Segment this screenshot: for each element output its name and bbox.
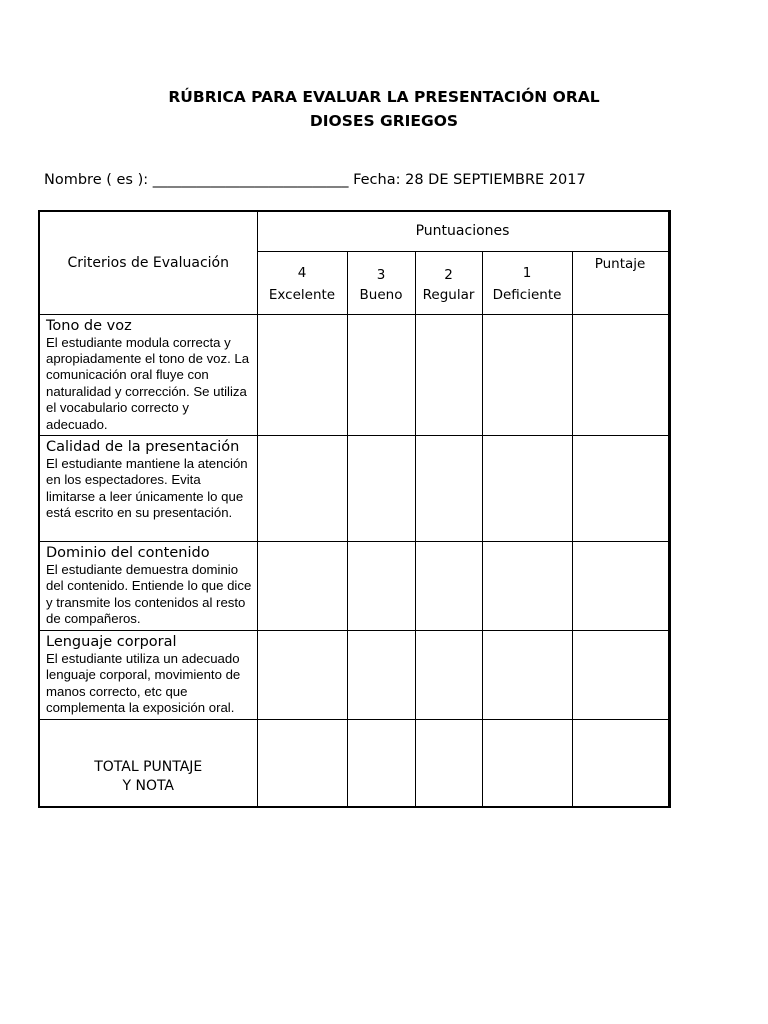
score-number: 3 [376,266,386,283]
criterion-description: El estudiante mantiene la atención en los espectadores. Evita limitarse a leer únicamente lo que está escrito en su presentación. [46,455,248,521]
date-label: Fecha: [353,172,401,188]
score-cell-4[interactable] [257,314,347,435]
criterion-title: Tono de voz [46,317,132,334]
criterion-description: El estudiante modula correcta y apropiadamente el tono de voz. La comunicación oral fluye con naturalidad y corrección. Se utiliza el vocabulario correcto y adecuado. [46,334,250,432]
criteria-header: Criterios de Evaluación [39,211,257,314]
puntaje-cell[interactable] [572,314,669,435]
score-cell-4[interactable] [257,541,347,630]
score-label: Regular [422,286,475,303]
puntaje-header: Puntaje [572,251,669,314]
criterion-row [39,314,669,435]
score-header-excelente [257,251,347,314]
total-cell-4[interactable] [257,719,347,807]
score-cell-1[interactable] [482,435,572,541]
score-number: 1 [522,264,532,281]
score-cell-3[interactable] [347,541,415,630]
document-title: RÚBRICA PARA EVALUAR LA PRESENTACIÓN ORAL [168,88,600,106]
score-number: 2 [444,266,453,283]
score-cell-1[interactable] [482,630,572,719]
score-header-deficiente [482,251,572,314]
criterion-cell [39,630,257,719]
total-row [39,719,669,807]
score-header-bueno [347,251,415,314]
score-cell-2[interactable] [415,630,482,719]
name-date-line [44,172,586,188]
score-cell-4[interactable] [257,435,347,541]
name-blank: ___________________________ [152,172,349,188]
criterion-row [39,541,669,630]
total-puntaje-cell[interactable] [572,719,669,807]
score-number: 4 [297,264,307,281]
score-cell-3[interactable] [347,435,415,541]
rubric-table [38,210,671,808]
puntaje-cell[interactable] [572,435,669,541]
puntaje-cell[interactable] [572,630,669,719]
criterion-cell [39,435,257,541]
total-label: TOTAL PUNTAJE [94,759,203,776]
total-label-cell [39,719,257,807]
total-cell-3[interactable] [347,719,415,807]
score-label: Deficiente [492,286,562,303]
score-cell-2[interactable] [415,314,482,435]
score-cell-2[interactable] [415,541,482,630]
criterion-row [39,435,669,541]
score-cell-1[interactable] [482,541,572,630]
criterion-cell [39,541,257,630]
score-cell-4[interactable] [257,630,347,719]
scores-header: Puntuaciones [257,211,669,251]
score-cell-3[interactable] [347,314,415,435]
date-value: 28 DE SEPTIEMBRE 2017 [405,172,586,188]
document-subtitle: DIOSES GRIEGOS [309,112,459,130]
score-header-regular [415,251,482,314]
name-label: Nombre ( es ): [44,172,149,188]
criterion-title: Lenguaje corporal [46,633,177,650]
total-cell-2[interactable] [415,719,482,807]
criterion-title: Calidad de la presentación [46,438,240,455]
score-label: Bueno [359,286,403,303]
total-cell-1[interactable] [482,719,572,807]
criterion-description: El estudiante demuestra dominio del contenido. Entiende lo que dice y transmite los contenidos al resto de compañeros. [46,561,252,627]
total-sublabel: Y NOTA [122,778,175,795]
criterion-description: El estudiante utiliza un adecuado lenguaje corporal, movimiento de manos correcto, etc que complementa la exposición oral. [46,650,241,716]
criterion-row [39,630,669,719]
score-label: Excelente [268,286,336,303]
puntaje-cell[interactable] [572,541,669,630]
score-cell-3[interactable] [347,630,415,719]
criterion-title: Dominio del contenido [46,544,210,561]
score-cell-1[interactable] [482,314,572,435]
score-cell-2[interactable] [415,435,482,541]
criterion-cell [39,314,257,435]
